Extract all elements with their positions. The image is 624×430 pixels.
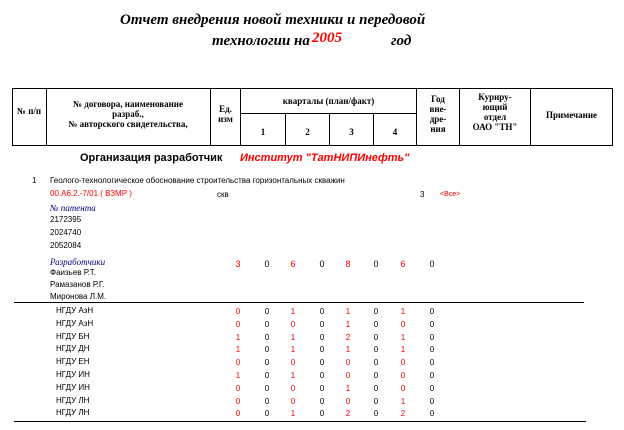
row-value: 2 xyxy=(400,409,406,419)
header-no: № п/п xyxy=(16,106,42,116)
report-year: 2005 xyxy=(312,30,342,46)
row-value: 1 xyxy=(290,307,296,316)
row-value: 0 xyxy=(429,396,435,406)
row-value: 1 xyxy=(235,332,241,342)
row-value: 0 xyxy=(373,307,379,316)
item-contract: 00.А6.2.-7/01 ( ВЗМР ) xyxy=(50,189,132,198)
row-value: 0 xyxy=(235,319,241,329)
row-value: 0 xyxy=(319,358,325,368)
row-value: 0 xyxy=(373,332,379,342)
row-name: НГДУ ИН xyxy=(56,370,90,379)
row-value: 0 xyxy=(264,358,270,368)
row-value: 0 xyxy=(264,383,270,393)
row-value: 0 xyxy=(235,409,241,419)
row-value: 0 xyxy=(345,371,351,380)
total-value-7: 6 xyxy=(400,259,406,269)
report-title-line2-suffix: год xyxy=(391,33,412,49)
row-value: 2 xyxy=(345,409,351,419)
row-value: 0 xyxy=(373,358,379,368)
row-value: 0 xyxy=(235,383,241,393)
row-value: 1 xyxy=(345,383,351,393)
row-value: 0 xyxy=(290,396,296,406)
total-value-5: 8 xyxy=(345,259,351,269)
header-quarter-1: 1 xyxy=(260,127,266,137)
row-name: НГДУ АзН xyxy=(56,318,94,328)
row-value: 0 xyxy=(429,358,435,368)
row-value: 0 xyxy=(235,396,241,406)
row-value: 1 xyxy=(400,332,406,342)
row-value: 0 xyxy=(235,358,241,368)
total-value-3: 6 xyxy=(290,259,296,269)
header-top-line xyxy=(12,88,612,89)
row-value: 0 xyxy=(319,307,325,316)
row-value: 0 xyxy=(400,371,406,380)
header-quarter-2: 2 xyxy=(305,127,310,137)
row-value: 0 xyxy=(373,371,379,380)
row-value: 0 xyxy=(429,345,435,355)
item-number: 1 xyxy=(32,176,37,185)
row-value: 0 xyxy=(319,371,325,380)
report-title-line1: Отчет внедрения новой техники и передовой xyxy=(120,12,426,28)
row-value: 0 xyxy=(429,319,435,329)
org-label: Организация разработчик xyxy=(80,152,223,164)
row-name: НГДУ ДН xyxy=(56,344,90,354)
total-value-4: 0 xyxy=(319,259,325,269)
row-value: 1 xyxy=(290,371,296,380)
quarters-divider-line xyxy=(240,113,416,114)
header-quarter-3: 3 xyxy=(349,127,354,137)
header-quarter-4: 4 xyxy=(392,127,398,137)
rows-separator-line xyxy=(14,302,584,303)
developer-1: Фаизьев Р.Т. xyxy=(50,268,97,277)
header-contract: № договора, наименование разраб., № авторского свидетельства, xyxy=(68,99,188,129)
row-value: 1 xyxy=(290,345,296,355)
developers-label: Разработчики xyxy=(50,257,106,267)
item-year: 3 xyxy=(420,190,425,199)
header-note: Примечание xyxy=(545,110,598,120)
row-value: 0 xyxy=(319,345,325,355)
row-value: 0 xyxy=(373,409,379,419)
row-value: 0 xyxy=(319,319,325,329)
row-value: 0 xyxy=(373,319,379,329)
row-value: 0 xyxy=(264,409,270,419)
header-unit: Ед. изм xyxy=(218,104,233,124)
row-value: 0 xyxy=(345,358,351,368)
row-value: 0 xyxy=(429,332,435,342)
row-value: 1 xyxy=(345,319,351,329)
row-value: 0 xyxy=(264,319,270,329)
row-value: 0 xyxy=(429,307,435,316)
row-name: НГДУ АзН xyxy=(56,306,94,315)
developer-3: Миронова Л.М. xyxy=(50,292,107,301)
row-value: 1 xyxy=(235,371,241,380)
row-value: 0 xyxy=(264,332,270,342)
item-unit: скв xyxy=(217,190,229,199)
developer-2: Рамазанов Р.Г. xyxy=(50,280,105,289)
row-value: 1 xyxy=(345,345,351,355)
patent-label: № патента xyxy=(50,203,96,213)
row-value: 0 xyxy=(400,383,406,393)
row-value: 0 xyxy=(373,396,379,406)
row-value: 0 xyxy=(373,345,379,355)
total-value-8: 0 xyxy=(429,259,435,269)
bottom-line xyxy=(14,421,586,422)
row-name: НГДУ ЛН xyxy=(56,408,90,418)
patent-2: 2024740 xyxy=(50,228,82,237)
row-value: 0 xyxy=(264,345,270,355)
row-value: 0 xyxy=(319,396,325,406)
row-value: 1 xyxy=(290,332,296,342)
row-value: 0 xyxy=(235,307,241,316)
row-value: 0 xyxy=(264,307,270,316)
row-value: 0 xyxy=(319,383,325,393)
item-curator: <Все> xyxy=(440,191,461,198)
total-value-6: 0 xyxy=(373,259,379,269)
report-title-line2-prefix: технологии на xyxy=(212,33,310,49)
total-value-2: 0 xyxy=(264,259,270,269)
row-value: 0 xyxy=(319,332,325,342)
row-value: 0 xyxy=(290,319,296,329)
patent-3: 2052084 xyxy=(50,241,82,250)
org-name: Институт "ТатНИПИнефть" xyxy=(240,152,410,164)
patent-1: 2172395 xyxy=(50,215,82,224)
item-name: Геолого-технологическое обоснование строительства горизонтальных скважин xyxy=(50,176,345,185)
total-value-1: 3 xyxy=(235,259,241,269)
row-value: 0 xyxy=(373,383,379,393)
row-value: 1 xyxy=(290,409,296,419)
header-curator: Куриру- ющий отдел ОАО "ТН" xyxy=(472,92,518,132)
row-value: 0 xyxy=(290,358,296,368)
header-bottom-line xyxy=(12,145,612,146)
row-value: 0 xyxy=(400,358,406,368)
row-value: 0 xyxy=(264,371,270,380)
row-name: НГДУ ИН xyxy=(56,382,90,392)
row-value: 0 xyxy=(345,396,351,406)
row-value: 0 xyxy=(290,383,296,393)
row-value: 0 xyxy=(429,409,435,419)
row-value: 1 xyxy=(345,307,351,316)
row-value: 2 xyxy=(345,332,351,342)
row-value: 0 xyxy=(319,409,325,419)
row-value: 1 xyxy=(400,345,406,355)
row-name: НГДУ ЕН xyxy=(56,357,90,367)
row-value: 1 xyxy=(400,396,406,406)
header-quarters: кварталы (план/факт) xyxy=(282,96,375,106)
row-value: 1 xyxy=(235,345,241,355)
row-value: 1 xyxy=(400,307,406,316)
row-name: НГДУ ЛН xyxy=(56,395,90,405)
row-value: 0 xyxy=(400,319,406,329)
row-value: 0 xyxy=(429,383,435,393)
row-name: НГДУ БН xyxy=(56,331,90,341)
header-year: Год вне- дре- ния xyxy=(429,94,447,134)
row-value: 0 xyxy=(429,371,435,380)
row-value: 0 xyxy=(264,396,270,406)
